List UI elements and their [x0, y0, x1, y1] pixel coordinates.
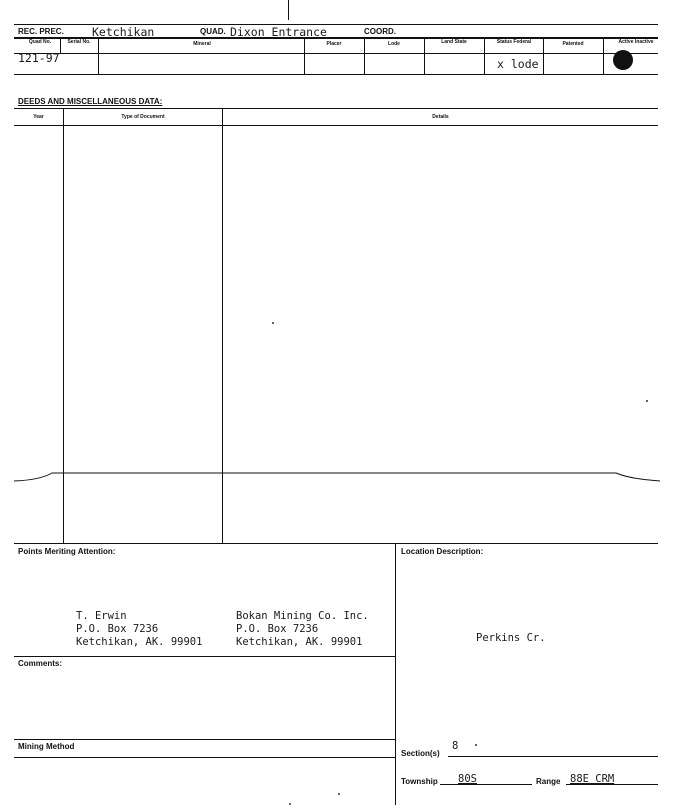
mining-method-label: Mining Method	[18, 742, 75, 751]
rec-prec-value: Ketchikan	[92, 25, 155, 39]
township-label: Township	[401, 777, 438, 786]
location-description-label: Location Description:	[401, 547, 484, 556]
comments-label: Comments:	[18, 659, 63, 668]
owner-1-line-3: Ketchikan, AK. 99901	[76, 636, 203, 648]
township-value: 80S	[458, 773, 477, 785]
owner-2-line-1: Bokan Mining Co. Inc.	[236, 610, 369, 622]
col-active: Active Inactive	[618, 39, 654, 45]
col-patented: Patented	[562, 41, 584, 47]
mining-method-top-rule	[14, 739, 395, 740]
deeds-table-top-rule	[14, 108, 658, 109]
id-col-divider-8	[603, 38, 604, 74]
owner-1-line-1: T. Erwin	[76, 610, 127, 622]
col-mineral: Mineral	[193, 41, 211, 47]
section-value-line	[448, 756, 658, 757]
lower-section-divider	[395, 543, 396, 805]
stray-mark	[475, 744, 477, 746]
col-serial-no: Serial No.	[67, 39, 91, 45]
stray-mark	[646, 400, 648, 402]
stray-mark	[338, 793, 340, 795]
quad-label: QUAD.	[200, 27, 226, 36]
location-description-value: Perkins Cr.	[476, 632, 546, 644]
deeds-col-type: Type of Document	[121, 114, 165, 120]
owner-1-line-2: P.O. Box 7236	[76, 623, 159, 635]
township-value-line	[440, 784, 532, 785]
lower-section-top-rule	[14, 543, 658, 544]
comments-top-rule	[14, 656, 395, 657]
id-col-divider-2	[98, 38, 99, 74]
range-value: 88E CRM	[570, 773, 615, 785]
points-meriting-label: Points Meriting Attention:	[18, 547, 116, 556]
active-status-dot	[613, 50, 633, 70]
deeds-table-header-rule	[14, 125, 658, 126]
stray-mark	[289, 803, 291, 805]
owner-2-line-3: Ketchikan, AK. 99901	[236, 636, 363, 648]
deeds-col-year: Year	[33, 114, 44, 120]
col-status-federal: Status Federal	[496, 39, 532, 45]
quad-serial-value: 121-97	[18, 51, 60, 65]
owner-2-line-2: P.O. Box 7236	[236, 623, 319, 635]
page-fold-line	[0, 466, 678, 490]
id-col-divider-6	[484, 38, 485, 74]
mining-method-bottom-rule	[14, 757, 395, 758]
id-row-bottom-rule	[14, 74, 658, 75]
col-lode: Lode	[388, 41, 400, 47]
coord-label: COORD.	[364, 27, 396, 36]
section-label: Section(s)	[401, 749, 440, 758]
range-label: Range	[536, 777, 561, 786]
quad-value: Dixon Entrance	[230, 25, 327, 39]
deeds-col-details: Details	[432, 114, 449, 120]
col-placer: Placer	[326, 41, 342, 47]
col-quad-no: Quad No.	[28, 39, 52, 45]
section-value: 8	[452, 740, 459, 752]
col-land-state: Land State	[441, 39, 467, 45]
id-row-middle-rule	[14, 53, 658, 54]
id-col-divider-1	[60, 38, 61, 53]
rec-prec-label: REC. PREC.	[18, 27, 64, 36]
status-federal-value: x lode	[497, 57, 539, 71]
deeds-section-title: DEEDS AND MISCELLANEOUS DATA:	[18, 97, 163, 106]
stray-mark	[272, 322, 274, 324]
id-col-divider-5	[424, 38, 425, 74]
top-tick-line	[288, 0, 289, 20]
